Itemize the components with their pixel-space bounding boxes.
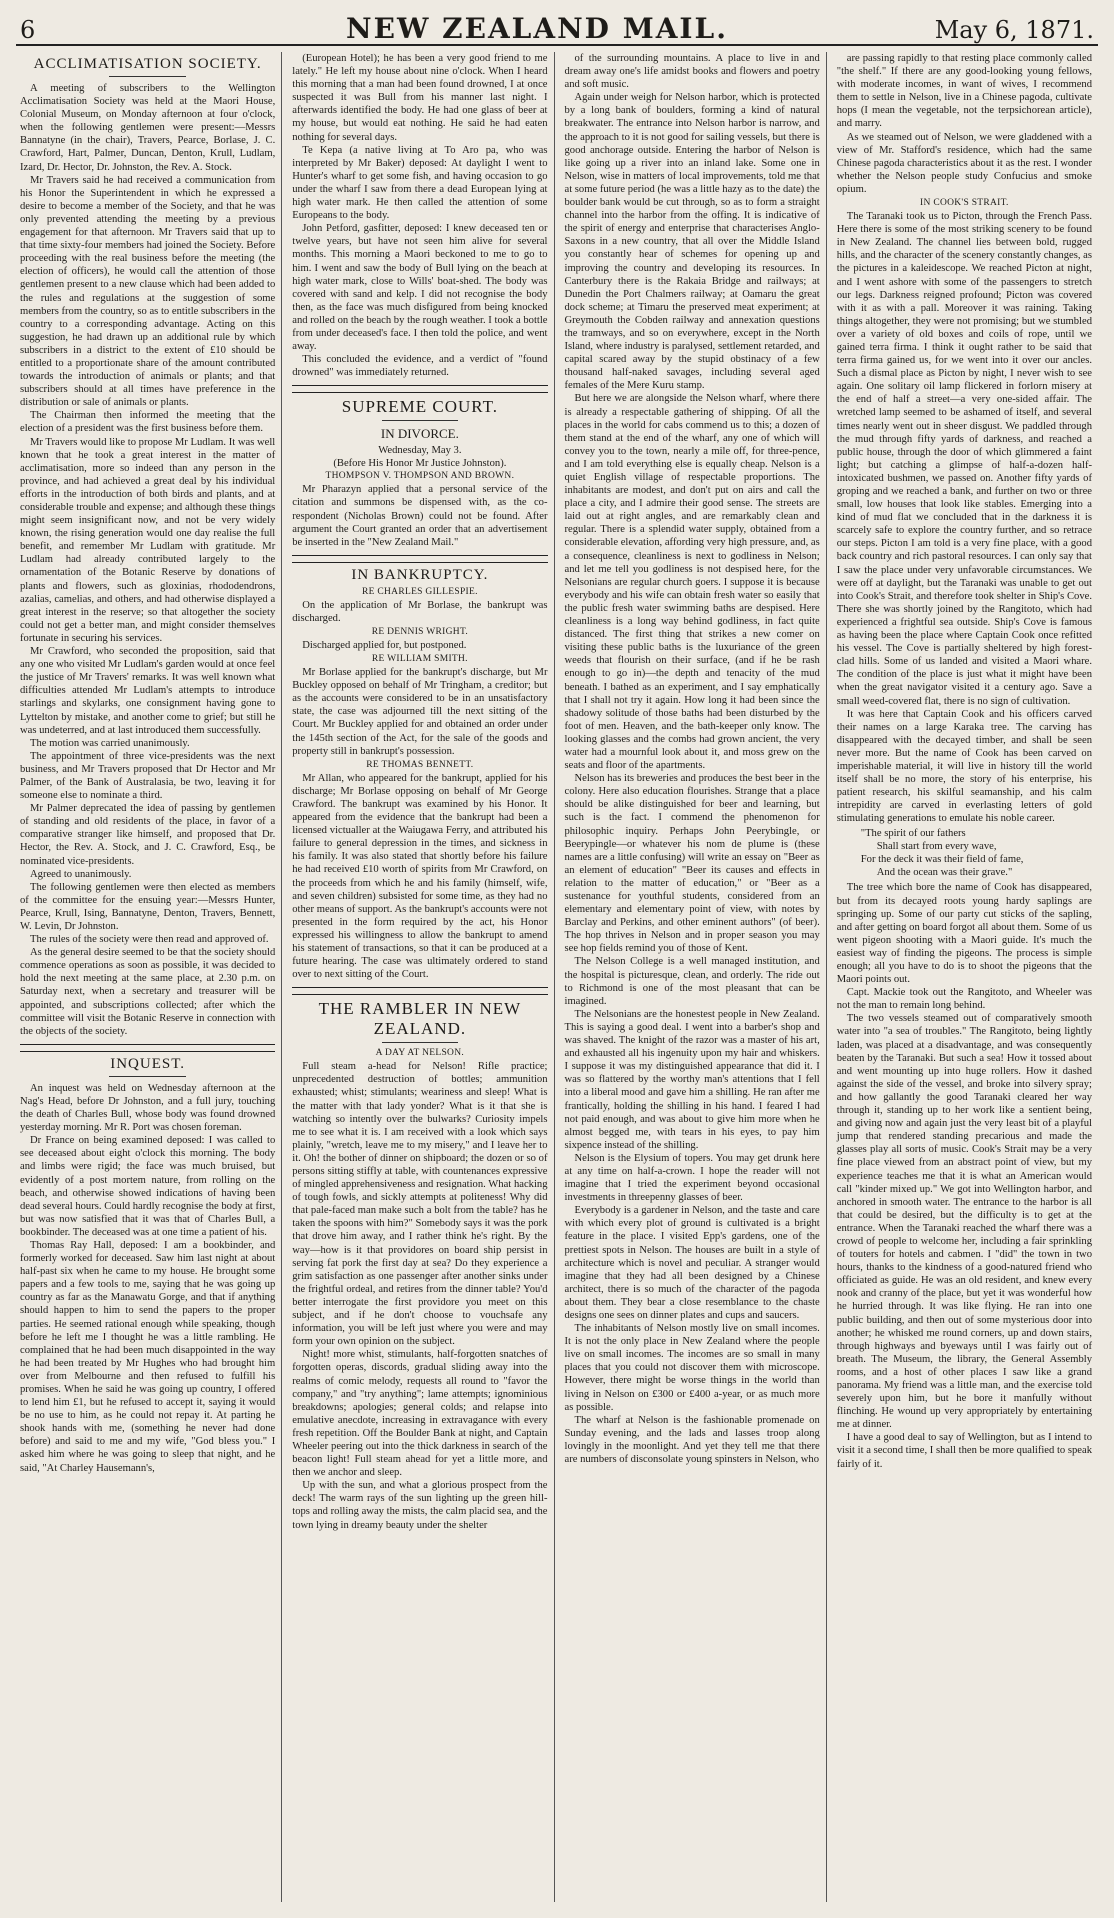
newspaper-title: NEW ZEALAND MAIL.: [346, 12, 728, 45]
paragraph: The rules of the society were then read and approved of.: [30, 934, 269, 946]
section-subheading: IN COOK'S STRAIT.: [920, 198, 1009, 209]
column-1: [16, 52, 282, 1902]
divider: [382, 420, 459, 421]
paragraph: On the application of Mr Borlase, the bankrupt was discharged.: [292, 599, 548, 624]
paragraph: Nelson is the Elysium of topers. You may get drunk here at any time on half-a-crown. I hope the reader will not imagine that I tried the experiment beyond occasional investments in threepenny glasses of beer.: [564, 1152, 820, 1204]
paragraph: Capt. Mackie took out the Rangitoto, and Wheeler was not the man to remain long behind.: [836, 987, 1092, 1012]
masthead: [16, 12, 1098, 46]
verse-quote: [861, 827, 1092, 879]
paragraph: Again under weigh for Nelson harbor, which is protected by a long bank of boulders, forming a kind of natural breakwater. The entrance into Nelson harbor is narrow, and the approach to it is not good for sailing vessels, but there is good anchorage outside. Entering the harbor of Nelson is like going up a river into an inland lake. Some one in Nelson, wise in matters of local improvements, told me that at some future period (he was a little hazy as to the date) the boulder bank would be cut through, so as to form a straight channel into the harbor from the offing. It is indicative of the spirit of energy and enterprise that characterises Anglo-Saxons in a new country, that all over the Middle Island you constantly hear of schemes for opening up and improving the country and developing its resources. In Canterbury there is the Rakaia Bridge and railways; at Dunedin the Port Chalmers railway; at Oamaru the great dock scheme; at Timaru the preserved meat experiment; at Greymouth the Cobden railway and annexation questions the tramways, and so on everywhere, except in the North Island, where industry is paralysed, settlement retarded, and capital scared away by the stupid obstinacy of a few thousand half-naked savages, including several aged females of the Mere Kuru stamp.: [564, 92, 820, 392]
paragraph: Agreed to unanimously.: [30, 868, 132, 880]
paragraph: of the surrounding mountains. A place to live in and dream away one's life amidst books and flowers and poetry and soft music.: [564, 53, 820, 91]
paragraph: The Chairman then informed the meeting that the election of a president was the first business before them.: [20, 410, 276, 435]
article-body: [292, 52, 547, 379]
paragraph: Mr Travers said he had received a communication from his Honor the Superintendent in which he expressed a desire to become a member of the Society, and that he was only prevented attending the meeting by a previous engagement for that afternoon. Mr Travers said that up to that time sixty-four members had joined the Society. Before proceeding with the real business before the meeting (the election of officers), he would call the attention of those gentlemen present to a new clause which had been added to the rules and regulations at the suggestion of some members from the country, so as to entitle subscribers in the country to a corresponding advantage. Acting on this suggestion, he had drawn up an additional rule by which subscribers in a district to the extent of £10 should be entitled to a proportionate share of the amount contributed towards the introduction of animals or plants; and that subscribers should at all times have preference in the distribution or sale of animals or plants.: [20, 174, 276, 409]
paragraph: (European Hotel); he has been a very good friend to me lately." He left my house about nine o'clock. When I heard this morning that a man had been found drowned, I at once suspected it was Bull from his manner last night. I afterwards identified the body. He had one glass of beer at my house, but would eat nothing. He said he had eaten nothing for several days.: [292, 53, 548, 143]
paragraph: A meeting of subscribers to the Wellington Acclimatisation Society was held at the Maori House, Colonial Museum, on Monday afternoon at four o'clock, when the following gentlemen were present:—Messrs Bannatyne (in the chair), Travers, Pearce, Borlase, J. C. Crawford, Hart, Palmer, Duncan, Denton, Krull, Ludlam, Izard, Dr. Hector, Dr. Johnston, the Rev. A. Stock.: [20, 83, 276, 173]
columns: [16, 52, 1098, 1902]
article-heading: SUPREME COURT.: [341, 397, 498, 417]
paragraph: I have a good deal to say of Wellington, but as I intend to visit it a second time, I shall then be more qualified to speak fairly of it.: [836, 1432, 1092, 1470]
article-heading: ACCLIMATISATION SOCIETY.: [33, 56, 262, 72]
verse-line: "The spirit of our fathers: [860, 828, 966, 840]
dateline: Wednesday, May 3.: [378, 445, 462, 457]
article-heading: IN BANKRUPTCY.: [351, 566, 489, 583]
article-body: [20, 82, 275, 1038]
case-title: RE CHARLES GILLESPIE.: [361, 586, 478, 597]
divider: [109, 1076, 186, 1077]
column-3: [561, 52, 827, 1902]
article-body: [292, 483, 547, 548]
paragraph: Dr France on being examined deposed: I was called to see deceased about eight o'clock this morning. The body and limbs were rigid; the face was much bruised, but evidently of a post mortem nature, from rolling on the beach, and otherwise showed indications of having been dead several hours. Could hardly recognise the body at first, but was now satisfied that it was that of Charles Bull, a bookbinder. The deceased was at one time a patient of his.: [20, 1135, 276, 1238]
paragraph: The inhabitants of Nelson mostly live on small incomes. It is not the only place in New Zealand where the people live on small incomes. The incomes are so small in many places that you could not discover them with microscope. However, there might be worse things in the world than living in Nelson on £300 or £400 a-year, or as much more as possible.: [564, 1323, 820, 1413]
paragraph: The appointment of three vice-presidents was the next business, and Mr Travers proposed that Dr Hector and Mr Palmer, of the Bank of Australasia, be two, leaving it for someone else to nominate a third.: [20, 750, 276, 802]
divider: [292, 385, 547, 393]
paragraph: As the general desire seemed to be that the society should commence operations as soon as possible, it was decided to hold the next meeting at the same place, at 2.30 p.m. on Saturday next, when a secretary and treasurer will be appointed, and subscriptions collected; after which the committee will visit the Botanic Reserve in connection with the objects of the society.: [20, 947, 276, 1037]
article-body: [837, 52, 1092, 196]
paragraph: Full steam a-head for Nelson! Rifle practice; unprecedented destruction of bottles; ammunition exhausted; whist; stimulants; weariness and sleep! What is the matter with that lady yonder? What is it that she is watching so intently over the bulwarks? Curiosity impels me to see what it is. I am received with a look which says plainly, "wretch, leave me to my misery," and I leave her to it. Oh! the bother of dinner on shipboard; the dozen or so of persons sitting stiffly at table, with countenances expressive of mingled apprehensiveness and resignation. What hacking of tough fowls, and sickly attempts at politeness! Why did that pale-faced man make such a bolt from the table? has he taken the spoons with him?" Somebody says it was the pork that drove him away, and I rather think he's right. By the way—how is it that providores on board ship persist in serving fat pork the first day at sea? Do they experience a grim satisfaction as one passenger after another sinks under the frightful ordeal, and retires from the dinner table? You'd better interrogate the first providore you meet on this subject, and if he don't choose to vouchsafe any information, you will be left just where you were and may form your own opinion on the subject.: [292, 1061, 548, 1348]
paragraph: The two vessels steamed out of comparatively smooth water into "a sea of troubles." The Rangitoto, being lightly laden, was placed at a disadvantage, and was consequently beaten by the Taranaki. But such a sea! How it tossed about and went mounting up into huge rollers. How it dashed against the side of the vessel, and broke into silvery spray; and how gallantly the good Taranaki cleared her way through it, standing up to her work like a sentient being, and giving now and again just the very least bit of a playful jump that rendered standing precarious and made the glasses play all sorts of music. Cook's Strait may be a very fine place viewed from an abstract point of view, but my experience teaches me that it is what an American would call "kinder mixed up." We got into Wellington harbor, and anchored in smooth water. The entrance to the harbor is all that could be desired, but the difficulty is to get at the entrance. When the Taranaki reached the wharf there was a crowd of people to welcome her, including a fair sprinkling of touters for hotels and cabmen. I "did" the town in two hours, thanks to the kindness of a good-natured friend who officiated as guide. He was an old resident, and knew every nook and cranny of the place, but yet it was wonderful how he hurried through. It was like flying. He ran into one public building, and then out of some mysterious door into another; he whisked me round corners, up and down stairs, through highways and byeways until I was fairly out of breath. The Museum, the library, the General Assembly rooms, and a host of other places I saw like a grand panorama. My friend was a little man, and the exercise told severely upon him, but he bore it manfully without flinching. He wound up very appropriately by entertaining me at dinner.: [836, 1013, 1092, 1431]
divider: [292, 987, 547, 995]
paragraph: Mr Travers would like to propose Mr Ludlam. It was well known that he took a great interest in the matter of acclimatisation, more so indeed than any person in the province, and had achieved a great deal by his individual efforts in the introduction of both birds and plants, and at considerable trouble and expense; and although these things might seem insignificant now, and not be very widely known, the rising generation would one day realise the full benefit, and remember Mr Ludlam with gratitude. Mr Ludlam had already contributed largely to the ornamentation of the Botanic Reserve by donations of plants and flowers, such as gloxinias, rhododendrons, azalias, camelias, and others, and had otherwise displayed a great interest in the reserve; so that altogether the society could not get a better man, and might consider themselves fortunate in securing his services.: [20, 436, 276, 644]
paragraph: are passing rapidly to that resting place commonly called "the shelf." If there are any good-looking young fellows, with moderate incomes, in want of wives, I recommend them to settle in Nelson, live in a Chinese pagoda, cultivate hops (I mean the vegetable, not the terpsichorean article), and marry.: [836, 53, 1092, 130]
paragraph: This concluded the evidence, and a verdict of "found drowned" was immediately returned.: [292, 354, 548, 379]
paragraph: Up with the sun, and what a glorious prospect from the deck! The warm rays of the sun lighting up the green hill-tops and rolling away the mists, the calm placid sea, and the town lying in dreamy beauty under the shelter: [292, 1480, 548, 1531]
case-title: RE WILLIAM SMITH.: [371, 654, 468, 665]
article-body: [20, 1082, 275, 1475]
article-heading: THE RAMBLER IN NEW ZEALAND.: [318, 999, 522, 1039]
paragraph: As we steamed out of Nelson, we were gladdened with a view of Mr. Stafford's residence, which had the same Chinese pagoda characteristics about it as the rest. I wonder whether the Nelson people study Confucius and smoke opium.: [836, 131, 1092, 195]
divider: [292, 555, 547, 563]
column-4: [833, 52, 1098, 1902]
article-body: [837, 210, 1092, 825]
paragraph: The Taranaki took us to Picton, through the French Pass. Here there is some of the most striking scenery to be found in New Zealand. The channel lies between bold, rugged hills, and the character of the scenery constantly changes, as the pictures in a kaleidescope. We reached Picton at night, and I went ashore with some of the passengers to stretch our legs. Darkness reigned profound; Picton was covered with it as with a pall. Moreover it was raining. Taking things altogether, they were not promising; but we stumbled over a variety of old boxes and coils of rope, until we gained terra firma. I think it ought rather to be said that terra firma gained us, for we went into it over our ancles. Such a dismal place as Picton by night, I never wish to see again. One solitary oil lamp flickered in forlorn misery at the end of half a street—a very one-sided affair. The wretched lamp seemed to be ashamed of itself, and several times nearly went out in sheer disgust. We paddled through the mud through fifty yards of darkness, and reached a public house, through the door of which glimmered a faint light; but catching a glimpse of half-a-dozen half-intoxicated bushmen, we passed on. Another fifty yards of groping and we reached a bank, and further on two or three small, low houses that look like stables. Emerging into a kind of mud flat we concluded that in the darkness it is scarcely safe to explore the country further, and so retrace our steps. Picton I am told is a very fine place, with a good back country and rich pastoral resources. I can only say that I saw the place under very unfavorable circumstances. We were off at daylight, but the Taranaki was unable to get out into Cook's Strait, and therefore took shelter in Ship's Cove. There she was shortly joined by the Rangitoto, which had experienced a frightful sea outside. Ship's Cove is famous as having been the place where Captain Cook once refitted his vessel. The Cove is partially sheltered by high forest-clad hills. Some of us landed and visited a Maori whare. The condition of the place is just what it might have been when the great navigator visited it a century ago. Save a small weed-covered flat, there is no sign of cultivation.: [836, 211, 1092, 707]
paragraph: But here we are alongside the Nelson wharf, where there is already a respectable gathering of shipping. Of all the places in the world for cabs commend us to this; a dozen of them stand at the end of the wharf, any one of which will convey you to the town, nearly a mile off, for three-pence, and I am told everything else is equally cheap. Nelson is a quiet English village of respectable proportions. The inhabitants are modest, and don't put on airs and call the place a city, and I admire their good sense. The streets are laid out at right angles, and are remarkably clean and regular. There is a splendid water supply, obtained from a considerable elevation, affording very high pressure, and, as a consequence, cleanliness is next to godliness in Nelson; and let me tell you godliness is not despised here, for the Nelsonians are regular church goers. I suppose it is because everybody and his wife can obtain fresh water so easily that the public fresh water swimming baths are despised. Here cleanliness is a long way behind godliness, in fact quite distanced. The first thing that strikes a new comer on visiting these public baths is the luxuriance of the green weeds that flourish on their surface, (and if he be rash enough to go in)—the depth and tenacity of the mud beneath. I bathed as an experiment, and I say emphatically that I shall not try it again. How long it had been since the shadowy solitude of those baths had been disturbed by the foot of men. Heaven, and the bath-keeper only know. The looking glasses and the combs had grown ancient, the very water had a mournful look about it, and moss grew on the seats and floor of the apartments.: [564, 393, 820, 772]
verse-line: For the deck it was their field of fame,: [860, 854, 1024, 866]
verse-line: And the ocean was their grave.": [876, 867, 1013, 879]
article-body: [837, 881, 1092, 1470]
paragraph: The Nelson College is a well managed institution, and the hospital is picturesque, clean, and orderly. The ride out to Richmond is one of the most pleasant that can be imagined.: [564, 956, 820, 1007]
paragraph: The wharf at Nelson is the fashionable promenade on Sunday evening, and the lads and lasses troop along lovingly in the moonlight. And yet they tell me that there are numbers of disconsolate young spinsters in Nelson, who: [564, 1414, 820, 1466]
section-subheading: IN DIVORCE.: [380, 426, 459, 442]
judge-line: (Before His Honor Mr Justice Johnston).: [333, 458, 507, 470]
paragraph: The motion was carried unanimously.: [30, 737, 190, 749]
article-body: [292, 1060, 547, 1531]
column-2: [288, 52, 554, 1902]
page-number: 6: [20, 16, 36, 44]
paragraph: Mr Pharazyn applied that a personal service of the citation and summons be dispensed with, as the co-respondent (Nicholas Brown) could not be found. After argument the Court granted an order that an advertisement be inserted in the "New Zealand Mail.": [292, 484, 548, 548]
divider: [20, 1044, 275, 1052]
paragraph: An inquest was held on Wednesday afternoon at the Nag's Head, before Dr Johnston, and a full jury, touching the death of Charles Bull, whose body was found drowned yesterday morning. Mr R. Port was chosen foreman.: [20, 1082, 276, 1134]
paragraph: Nelson has its breweries and produces the best beer in the colony. Here also education flourishes. Strange that a place should be alike distinguished for beer and learning, but such is the fact. I commend the phenomenon for philosophic inquiry. Perhaps John Peerybingle, or Beerypingle—or whatever his nom de plume is (these names are a little confusing) will write an essay on "Beer as an element of education" "Beer its causes and effects in relation to the matter of education," or "Beer as a sustenance for youthful students, considered from an elementary and elementary point of view, with notes by Barclay and Perkins, and other eminent authors" (of beer). The hop thrives in Nelson and in proper season you may see hop fields remind you of those of Kent.: [564, 773, 820, 955]
article-body: [565, 52, 820, 1466]
case-title: RE DENNIS WRIGHT.: [371, 627, 469, 637]
paragraph: Mr Crawford, who seconded the proposition, said that any one who visited Mr Ludlam's garden would at once feel the justice of Mr Travers' remarks. It was well known what difficulties attended Mr Ludlam's attempts to introduce starlings and skylarks, one consignment having gone to Lyttelton by mistake, and another come to grief; but still he was undeterred, and at last introduced them successfully.: [20, 646, 276, 736]
verse-line: Shall start from every wave,: [876, 841, 997, 853]
paragraph: The following gentlemen were then elected as members of the committee for the ensuing year:—Messrs Hunter, Pearce, Krull, Ising, Bannatyne, Denton, Travers, Bennett, W. Levin, Dr Johnston.: [20, 881, 276, 932]
paragraph: The tree which bore the name of Cook has disappeared, but from its decayed roots young hardy saplings are springing up. Some of our party cut sticks of the sapling, and after getting on board forgot all about them. Some of us went pigeon shooting with a Maori guide. It's much the easiest way of finding the pigeons. The process is simple enough; all you have to do is to shoot the pigeons that the Maori points out.: [836, 882, 1092, 986]
issue-date: May 6, 1871.: [934, 16, 1094, 44]
paragraph: Everybody is a gardener in Nelson, and the taste and care with which every plot of ground is cultivated is a bright feature in the place. I visited Epp's gardens, one of the prettiest spots in Nelson. The houses are built in a style of architecture which is novel and peculiar. A stranger would imagine that they had all been designed by a Chinese architect, there is so much of the character of the pagoda about them. They bear a close resemblance to the chaste designs one sees on dinner plates and cups and saucers.: [564, 1205, 820, 1321]
paragraph: John Petford, gasfitter, deposed: I knew deceased ten or twelve years, but have not seen him alive for several months. This morning a Maori beckoned to me to go to him. I went and saw the body of Bull lying on the beach at high water mark, close to Wills' boat-shed. The body was covered with sand and kelp. I did not recognise the body then, as the face was much disfigured from being knocked and rolled on the beach by the rough weather. I took a bottle from under deceased's face. I then told the police, and went away.: [292, 223, 548, 353]
paragraph: Mr Borlase applied for the bankrupt's discharge, but Mr Buckley opposed on behalf of Mr Tringham, a creditor; but as the accounts were considered to be in an unsatisfactory state, the case was adjourned till the next sitting of the Court. Mr Buckley applied for and obtained an order under the 145th section of the Act, for the sale of the goods and property still in bankrupt's possession.: [292, 667, 548, 757]
paragraph: Discharged applied for, but postponed.: [302, 640, 467, 651]
article-heading: INQUEST.: [110, 1055, 186, 1072]
paragraph: Mr Allan, who appeared for the bankrupt, applied for his discharge; Mr Borlase opposing on behalf of Mr George Crawford. The bankrupt was examined by his Honor. It appeared from the evidence that the bankrupt had been a licensed victualler at the Waiugawa Ferry, and attributed his failure to general depression in the times, and sickness in his family. It was also stated that shortly before his failure he had received £10 worth of spirits from Mr Crawford, on the proceeds from which he and his family (himself, wife, and seven children) subsisted for some time, as they had no other means of support. As the bankrupt's accounts were not presented in the form required by the act, his Honor expressed his willingness to allow the bankrupt to amend his statement of transactions, so that it can be produced at a future hearing. The case was ultimately ordered to stand over to next sitting of the Court.: [292, 772, 548, 981]
case-title: THOMPSON V. THOMPSON AND BROWN.: [325, 471, 515, 482]
divider: [382, 1042, 459, 1043]
section-subheading: A DAY AT NELSON.: [375, 1048, 465, 1059]
paragraph: Night! more whist, stimulants, half-forgotten snatches of forgotten operas, discords, gradual sliding away into the realms of comic melody, requests all round to "favor the company," and "try anything"; lame attempts; ignominious breakdowns; apologies; general colds; and relapse into emulative anecdote, increasing in extravagance with every fresh repetition. Off the Boulder Bank at night, and Captain Wheeler peering out into the thick darkness in search of the beacon light! Full steam ahead for yet a little more, and then we anchor and sleep.: [292, 1349, 548, 1479]
paragraph: Mr Palmer deprecated the idea of passing by gentlemen of standing and old residents of the place, in favor of a comparative stranger like himself, and proposed that Dr. Hector, the Rev. A. Stock, and J. C. Crawford, Esq., be nominated vice-presidents.: [20, 803, 276, 867]
paragraph: Thomas Ray Hall, deposed: I am a bookbinder, and formerly worked for deceased. Saw him last night at about half-past six when he came to my house. He brought some papers and a few tools to me, saying that he was going up country as far as the Manawatu Gorge, and that if anything should happen to him to send the papers to the proper parties. He seemed rational enough while speaking, though before he left me I thought he was a little rambling. He complained that he had been much disappointed in the way he had been treated by Mr Hughes who had brought him over from Melbourne and then refused to fulfill his promises. When he said he was going up country, I offered to lend him £1, but he refused to accept it, saying it would be no use to him, as he could not repay it. At parting he shook hands with me, (something he never had done before) and said to me and my wife, "God bless you." I asked him where he was going to sleep that night, and he said, "At Charley Hausemann's,: [20, 1239, 276, 1474]
divider: [109, 76, 186, 77]
paragraph: It was here that Captain Cook and his officers carved their names on a large Karaka tree. The carving has disappeared with the decayed timber, and shall be seen never more. But the name of Cook has been carved on imperishable material, it will live in history till the world itself shall be no more, the story of his enterprise, his patient research, his skilful seamanship, and his calm intrepidity are carved in everlasting letters of gold stimulating generations to emulate his noble career.: [836, 708, 1092, 825]
paragraph: The Nelsonians are the honestest people in New Zealand. This is saying a good deal. I went into a barber's shop and was shaved. The knight of the razor was a master of his art, and exhausted all his ingenuity upon my hair and whiskers. I suppose it was my distinguished appearance that did it. I was so flattered by the worthy man's attentions that I fell into a liberal mood and gave him a shilling. He ran after me frantically, holding the shilling in his hand. I feared I had not paid enough, and was about to give him more when he almost begged me, with tears in his eyes, to pay him sixpence instead of the shilling.: [564, 1008, 820, 1151]
paragraph: Te Kepa (a native living at To Aro pa, who was interpreted by Mr Baker) deposed: At daylight I went to Hunter's wharf to get some fish, and having occasion to go under the wharf I saw from there a dead European lying at high water mark. He then called the attention of some Europeans to the body.: [292, 144, 548, 222]
case-title: RE THOMAS BENNETT.: [366, 759, 474, 770]
